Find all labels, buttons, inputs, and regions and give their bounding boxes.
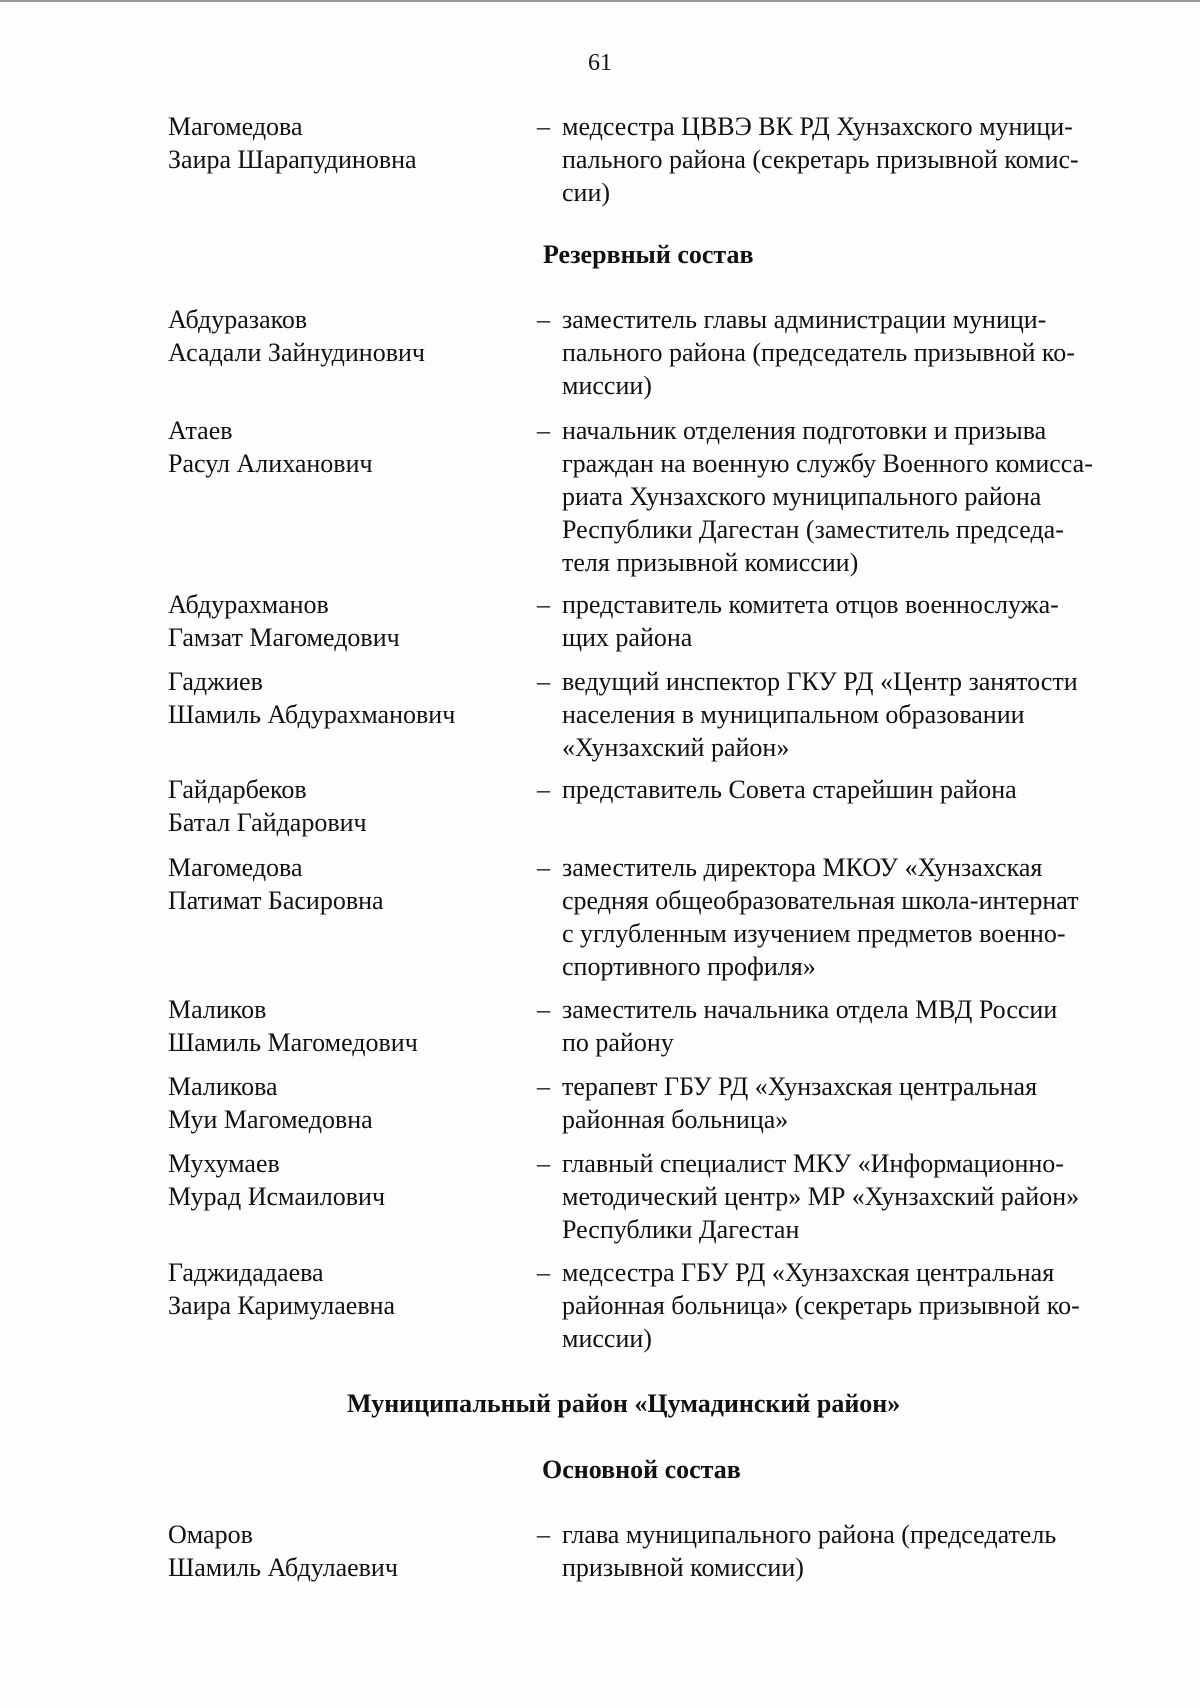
page-number: 61 [588, 50, 612, 76]
dash: – [537, 775, 550, 804]
member-name: Атаев Расул Алиханович [168, 416, 373, 478]
member-role: начальник отделения подготовки и призыва граждан на военную службу Военного комисса- риата Хунзахского муниципального района Республики Дагестан (заместитель председа- теля призывной комиссии) [562, 416, 1093, 577]
member-name: Мухумаев Мурад Исмаилович [168, 1149, 386, 1211]
member-name: Гайдарбеков Батал Гайдарович [168, 775, 367, 837]
member-role: главный специалист МКУ «Информационно- методический центр» МР «Хунзахский район» Республики Дагестан [562, 1149, 1080, 1244]
member-role: заместитель главы администрации муници- пального района (председатель призывной ко- миссии) [562, 305, 1075, 400]
dash: – [537, 416, 550, 445]
member-name: Гаджидадаева Заира Каримулаевна [168, 1258, 396, 1320]
dash: – [537, 305, 550, 334]
district-heading: Муниципальный район «Цумадинский район» [347, 1389, 901, 1418]
dash: – [537, 1072, 550, 1101]
member-name: Абдурахманов Гамзат Магомедович [168, 590, 400, 652]
member-role: глава муниципального района (председатель призывной комиссии) [562, 1520, 1057, 1582]
dash: – [537, 1149, 550, 1178]
section-heading-main: Основной состав [542, 1455, 741, 1484]
dash: – [537, 667, 550, 696]
member-role: представитель Совета старейшин района [562, 775, 1017, 804]
member-role: заместитель директора МКОУ «Хунзахская средняя общеобразовательная школа-интернат с углубленным изучением предметов военно- спортивного профиля» [562, 853, 1079, 981]
member-role: медсестра ГБУ РД «Хунзахская центральная районная больница» (секретарь призывной ко- миссии) [562, 1258, 1080, 1353]
dash: – [537, 1258, 550, 1287]
top-rule [0, 0, 1200, 2]
member-name: Магомедова Заира Шарапудиновна [168, 112, 417, 174]
member-role: ведущий инспектор ГКУ РД «Центр занятости населения в муниципальном образовании «Хунзахский район» [562, 667, 1078, 762]
member-role: терапевт ГБУ РД «Хунзахская центральная районная больница» [562, 1072, 1038, 1134]
member-role: заместитель начальника отдела МВД России по району [562, 995, 1058, 1057]
member-role: представитель комитета отцов военнослужа- щих района [562, 590, 1059, 652]
dash: – [537, 995, 550, 1024]
dash: – [537, 1520, 550, 1549]
member-name: Абдуразаков Асадали Зайнудинович [168, 305, 425, 367]
member-name: Маликов Шамиль Магомедович [168, 995, 418, 1057]
member-name: Гаджиев Шамиль Абдурахманович [168, 667, 456, 729]
member-name: Маликова Муи Магомедовна [168, 1072, 373, 1134]
dash: – [537, 853, 550, 882]
member-name: Магомедова Патимат Басировна [168, 853, 384, 915]
section-heading-reserve: Резервный состав [543, 240, 754, 269]
dash: – [537, 590, 550, 619]
member-name: Омаров Шамиль Абдулаевич [168, 1520, 398, 1582]
dash: – [537, 112, 550, 141]
member-role: медсестра ЦВВЭ ВК РД Хунзахского муници- пального района (секретарь призывной комис- сии) [562, 112, 1079, 207]
